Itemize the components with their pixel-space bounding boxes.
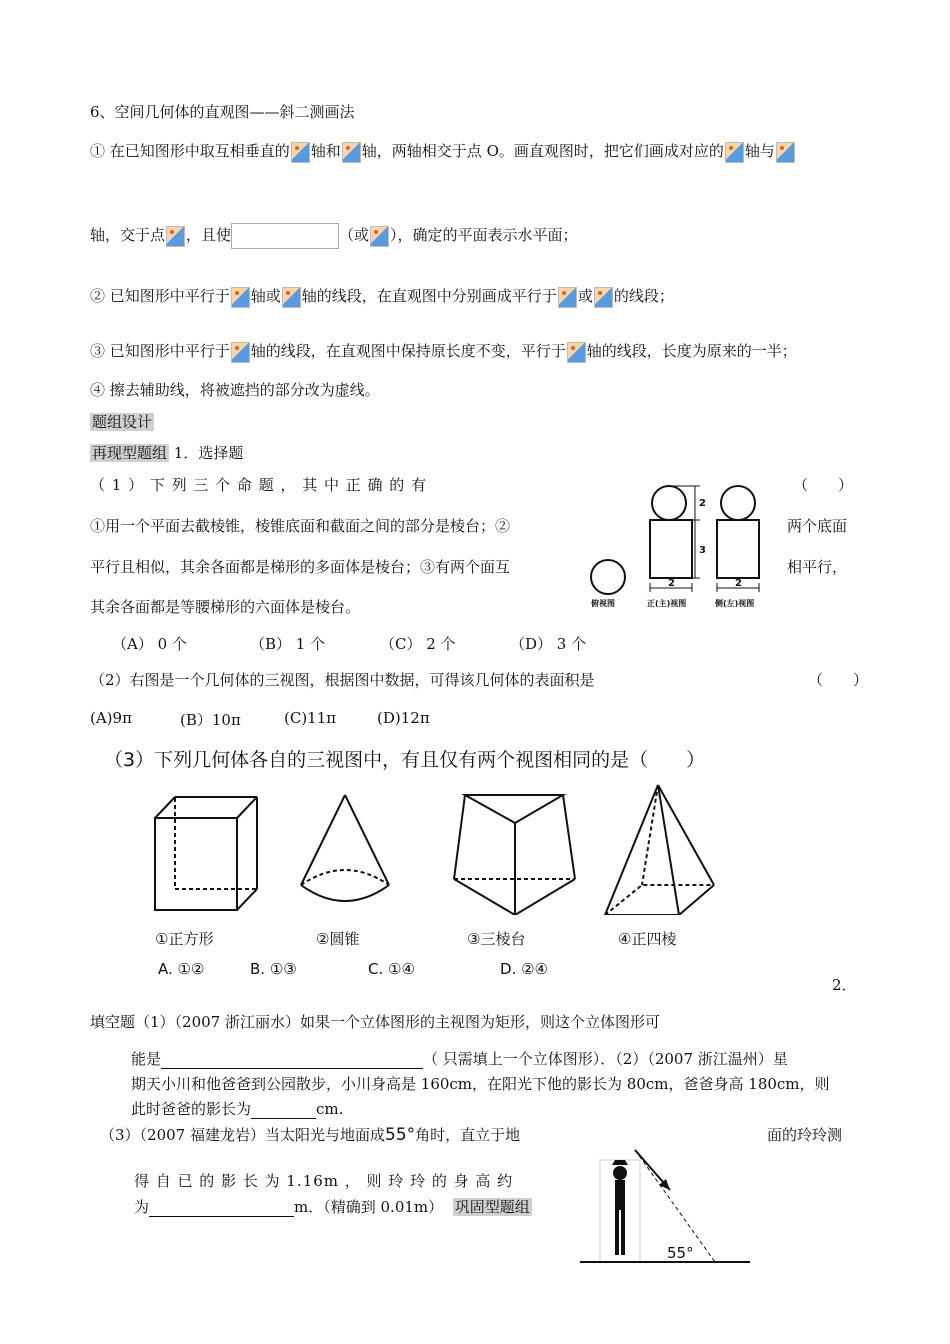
q2-option: (B）10π	[180, 711, 241, 729]
design-label	[90, 411, 154, 432]
pyramid-shape	[605, 785, 714, 915]
rule-1-cont	[90, 223, 578, 249]
rule-text: ），确定的平面表示水平面；	[390, 226, 578, 244]
view-label: 侧(左)视图	[715, 599, 755, 608]
image-placeholder-icon	[166, 226, 185, 247]
solid-label: ④正四棱	[618, 930, 677, 948]
rule-3	[90, 340, 797, 363]
rule-text: 的线段；	[613, 287, 674, 305]
dim-label: 2	[668, 578, 675, 589]
cone-shape	[301, 795, 389, 901]
q2-option: (A)9π	[90, 709, 132, 727]
dim-label: 2	[699, 498, 706, 509]
q3-answer: A. ①②	[158, 960, 205, 978]
fill-line	[131, 1048, 788, 1069]
frustum-shape	[454, 795, 575, 915]
answer-blank	[161, 1050, 423, 1069]
fill-line	[131, 1098, 343, 1119]
solid-label: ③三棱台	[467, 930, 526, 948]
section-title: 6、空间几何体的直观图——斜二测画法	[90, 103, 355, 121]
group-label: 巩固型题组	[454, 1198, 530, 1216]
fill-text: cm.	[316, 1100, 344, 1118]
solid-label: ②圆锥	[316, 930, 360, 948]
group-title: 1．选择题	[169, 444, 244, 462]
image-placeholder-icon	[342, 142, 361, 163]
q1-head: （ 1 ） 下 列 三 个 命 题 ， 其 中 正 确 的 有	[90, 476, 428, 494]
rule-text: ① 在已知图形中取互相垂直的	[90, 142, 290, 160]
q1-option: （D） 3 个	[510, 635, 587, 653]
answer-blank	[251, 1100, 316, 1119]
rule-text: 轴与	[744, 142, 775, 160]
rule-text: 轴，交于点	[90, 226, 166, 244]
front-circle	[652, 486, 686, 520]
group-label: 再现型题组	[92, 444, 168, 462]
rule-text: 轴，两轴相交于点 O。画直观图时，把它们画成对应的	[361, 142, 724, 160]
fill-line: 得 自 已 的 影 长 为 1.16m ， 则 玲 玲 的 身 高 约	[134, 1172, 514, 1190]
q2-option: (C)11π	[284, 709, 337, 727]
image-placeholder-icon	[594, 287, 613, 308]
fill-text: 角时，直立于地	[415, 1126, 521, 1144]
q1-paren: （ ）	[793, 476, 854, 494]
view-label: 俯视图	[591, 599, 615, 608]
rule-text: ，且使	[186, 226, 232, 244]
fill-line	[100, 1124, 520, 1145]
q3-answer: D. ②④	[500, 960, 548, 978]
question-number: 2．	[832, 976, 857, 994]
q2-option: (D)12π	[377, 709, 430, 727]
fill-line	[134, 1196, 532, 1217]
solid-label: ①正方形	[155, 930, 214, 948]
image-placeholder-icon	[370, 226, 389, 247]
q3-answer: C. ①④	[368, 960, 415, 978]
rule-text: 轴的线段，在直观图中分别画成平行于	[301, 287, 557, 305]
fill-line: 填空题（1）（2007 浙江丽水）如果一个立体图形的主视图为矩形，则这个立体图形可	[90, 1013, 660, 1031]
shadow-figure	[575, 1140, 755, 1270]
rule-2	[90, 285, 674, 308]
angle-text: 55°	[385, 1125, 416, 1145]
image-placeholder-icon	[231, 342, 250, 363]
q1-line: 其余各面都是等腰梯形的六面体是棱台。	[90, 598, 361, 616]
q3-text: （3）下列几何体各自的三视图中，有且仅有两个视图相同的是（ ）	[104, 749, 706, 771]
formula-box	[231, 223, 339, 249]
rule-text: 轴和	[310, 142, 341, 160]
cube-shape	[155, 797, 257, 910]
top-circle	[591, 560, 625, 594]
fill-text: 为	[134, 1198, 150, 1216]
q1-line-right: 两个底面	[787, 517, 848, 535]
fill-text: 能是	[131, 1050, 162, 1068]
q1-line: ①用一个平面去截棱锥，棱锥底面和截面之间的部分是棱台；②	[90, 517, 511, 535]
group1-header	[90, 442, 243, 463]
q2-text: （2）右图是一个几何体的三视图，根据图中数据，可得该几何体的表面积是	[90, 671, 595, 689]
q3-answer: B. ①③	[250, 960, 297, 978]
image-placeholder-icon	[558, 287, 577, 308]
image-placeholder-icon	[567, 342, 586, 363]
q1-line: 平行且相似，其余各面都是梯形的多面体是棱台；③有两个面互	[90, 558, 511, 576]
image-placeholder-icon	[725, 142, 744, 163]
rule-1	[90, 140, 796, 163]
fill-text: m．（精确到 0.01m）	[294, 1198, 444, 1216]
rule-text: 轴的线段，长度为原来的一半；	[586, 342, 797, 360]
rule-text: 轴或	[250, 287, 281, 305]
dim-label: 2	[735, 578, 742, 589]
rule-text: ③ 已知图形中平行于	[90, 342, 230, 360]
q1-option: （C） 2 个	[380, 635, 456, 653]
fill-line-right: 面的玲玲测	[767, 1126, 843, 1144]
fill-text: （ 只需填上一个立体图形）．（2）（2007 浙江温州）星	[423, 1050, 788, 1068]
rule-4: ④ 擦去辅助线，将被遮挡的部分改为虚线。	[90, 381, 380, 399]
side-circle	[721, 486, 755, 520]
q1-option: （A） 0 个	[112, 635, 187, 653]
dim-label: 3	[699, 545, 706, 556]
q1-line-right: 相平行，	[787, 558, 848, 576]
image-placeholder-icon	[776, 142, 795, 163]
q1-option: （B） 1 个	[250, 635, 326, 653]
three-view-figure	[585, 480, 775, 615]
rule-text: （或	[339, 226, 370, 244]
q2-paren: （ ）	[808, 671, 869, 689]
view-label: 正(主)视图	[647, 599, 687, 608]
design-label-text: 题组设计	[92, 413, 153, 431]
person-silhouette	[612, 1160, 628, 1255]
side-rect	[717, 520, 759, 578]
rule-text: 轴的线段，在直观图中保持原长度不变，平行于	[250, 342, 566, 360]
fill-text: （3）（2007 福建龙岩）当太阳光与地面成	[100, 1126, 385, 1144]
rule-text: ② 已知图形中平行于	[90, 287, 230, 305]
image-placeholder-icon	[291, 142, 310, 163]
answer-blank	[149, 1198, 294, 1217]
angle-label: 55°	[667, 1244, 694, 1262]
fill-text: 此时爸爸的影长为	[131, 1100, 252, 1118]
rule-text: 或	[577, 287, 593, 305]
image-placeholder-icon	[231, 287, 250, 308]
fill-line: 期天小川和他爸爸到公园散步，小川身高是 160cm，在阳光下他的影长为 80cm，爸爸身高 180cm，则	[131, 1075, 830, 1093]
front-rect	[650, 520, 692, 578]
image-placeholder-icon	[282, 287, 301, 308]
solids-figure	[130, 775, 750, 915]
